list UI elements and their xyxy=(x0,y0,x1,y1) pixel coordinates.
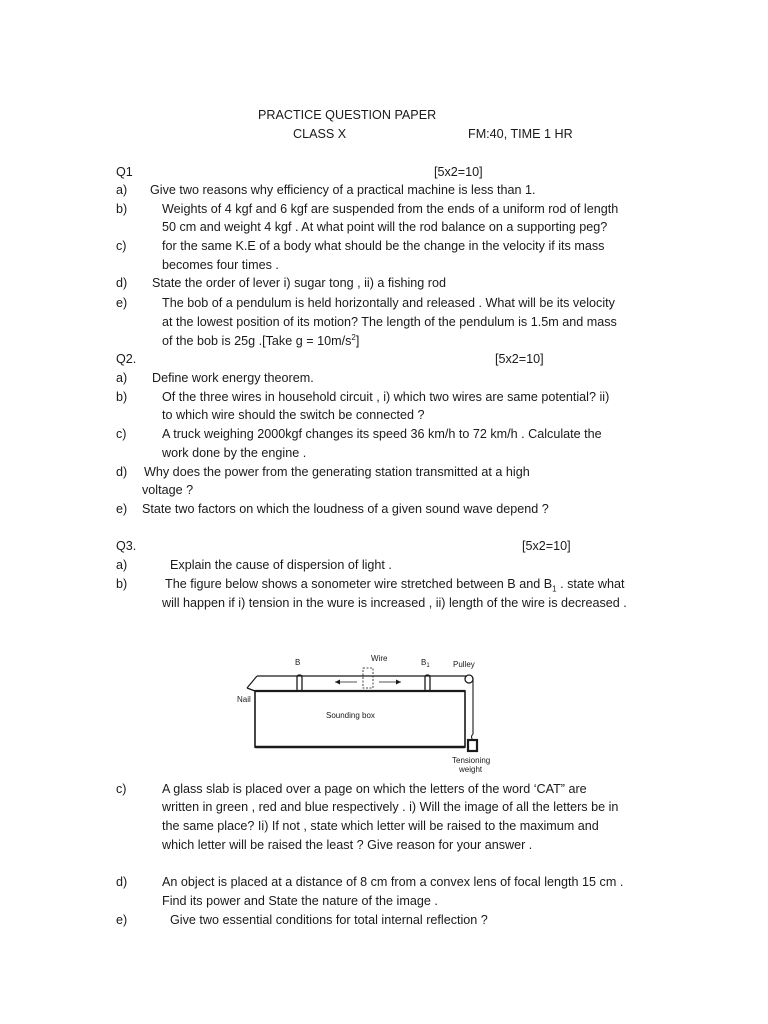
label-pulley: Pulley xyxy=(453,660,475,669)
q3b-text-line1: The figure below shows a sonometer wire stretched between B and $B_1$ . state what xyxy=(165,577,625,594)
q3e-label: e) xyxy=(116,913,128,927)
q1e-text-line3: of the bob is 25g .[Take $g = 10m/s^2$] xyxy=(162,332,360,348)
q3d-label: d) xyxy=(116,875,128,889)
q1e-label: e) xyxy=(116,296,128,310)
class-label: CLASS X xyxy=(293,127,347,141)
q3c-label: c) xyxy=(116,782,127,796)
q1b-label: b) xyxy=(116,202,128,216)
q2e-label: e) xyxy=(116,502,128,516)
q3c-text-line3: the same place? Ii) If not , state which letter will be raised to the maximum and xyxy=(162,819,599,833)
q3-marks: [5x2=10] xyxy=(522,539,571,553)
q1e-text-line1: The bob of a pendulum is held horizontally and released . What will be its velocity xyxy=(162,296,615,310)
q2c-label: c) xyxy=(116,427,127,441)
q1-label: Q1 xyxy=(116,165,133,179)
q3a-label: a) xyxy=(116,558,128,572)
q2b-text-line1: Of the three wires in household circuit , i) which two wires are same potential? ii) xyxy=(162,390,610,404)
bridge-b xyxy=(297,675,302,691)
full-marks-time: FM:40, TIME 1 HR xyxy=(468,127,573,141)
q3e-text: Give two essential conditions for total internal reflection ? xyxy=(170,913,488,927)
q2b-label: b) xyxy=(116,390,128,404)
q3d-text-line2: Find its power and State the nature of the image . xyxy=(162,894,438,908)
label-sounding-box: Sounding box xyxy=(326,711,375,720)
q2b-text-line2: to which wire should the switch be connected ? xyxy=(162,408,425,422)
q2c-text-line1: A truck weighing 2000kgf changes its speed 36 km/h to 72 km/h . Calculate the xyxy=(162,427,602,441)
q3c-text-line4: which letter will be raised the least ? Give reason for your answer . xyxy=(162,838,533,852)
q1d-text: State the order of lever i) sugar tong , ii) a fishing rod xyxy=(152,276,447,290)
q3d-text-line1: An object is placed at a distance of 8 cm from a convex lens of focal length 15 cm . xyxy=(162,875,624,889)
q3a-text: Explain the cause of dispersion of light . xyxy=(170,558,392,572)
q2c-text-line2: work done by the engine . xyxy=(162,446,307,460)
q1a-label: a) xyxy=(116,183,128,197)
q1c-label: c) xyxy=(116,239,127,253)
rider xyxy=(363,668,373,688)
q1d-label: d) xyxy=(116,276,128,290)
q1b-text-line1: Weights of 4 kgf and 6 kgf are suspended from the ends of a uniform rod of length xyxy=(162,202,619,216)
q1e-text-line2: at the lowest position of its motion? The length of the pendulum is 1.5m and mass xyxy=(162,315,617,329)
q2-label: Q2. xyxy=(116,352,137,366)
q2d-text-line2: voltage ? xyxy=(142,483,194,497)
label-b: B xyxy=(295,658,301,667)
q2a-text: Define work energy theorem. xyxy=(152,371,314,385)
tensioning-weight-shape xyxy=(468,740,477,751)
q3-label: Q3. xyxy=(116,539,137,553)
q1c-text-line2: becomes four times . xyxy=(162,258,279,272)
q2d-text-line1: Why does the power from the generating station transmitted at a high xyxy=(144,465,530,479)
label-nail: Nail xyxy=(237,695,251,704)
q2e-text: State two factors on which the loudness of a given sound wave depend ? xyxy=(142,502,549,516)
label-wire: Wire xyxy=(371,654,388,663)
q2a-label: a) xyxy=(116,371,128,385)
bridge-b1 xyxy=(425,675,430,691)
q3c-text-line1: A glass slab is placed over a page on which the letters of the word ‘CAT” are xyxy=(162,782,587,796)
paper-title: PRACTICE QUESTION PAPER xyxy=(258,108,437,122)
q3c-text-line2: written in green , red and blue respectively . i) Will the image of all the letters be in xyxy=(162,800,619,814)
q1b-text-line2: 50 cm and weight 4 kgf . At what point will the rod balance on a supporting peg? xyxy=(162,220,608,234)
q3b-text-line2: will happen if i) tension in the wure is increased , ii) length of the wire is decreased . xyxy=(162,596,627,610)
label-b1: $B_1$ xyxy=(421,658,430,669)
sonometer-figure xyxy=(233,650,493,778)
q2d-label: d) xyxy=(116,465,128,479)
q1c-text-line1: for the same K.E of a body what should be the change in the velocity if its mass xyxy=(162,239,605,253)
label-tensioning: Tensioning xyxy=(452,756,491,765)
q1a-text: Give two reasons why efficiency of a practical machine is less than 1. xyxy=(150,183,536,197)
label-weight: weight xyxy=(459,765,483,774)
pulley-shape xyxy=(465,675,473,683)
q2-marks: [5x2=10] xyxy=(495,352,544,366)
q3b-label: b) xyxy=(116,577,128,591)
nail-shape xyxy=(247,688,255,691)
sonometer-diagram xyxy=(233,650,493,778)
q1-marks: [5x2=10] xyxy=(434,165,483,179)
